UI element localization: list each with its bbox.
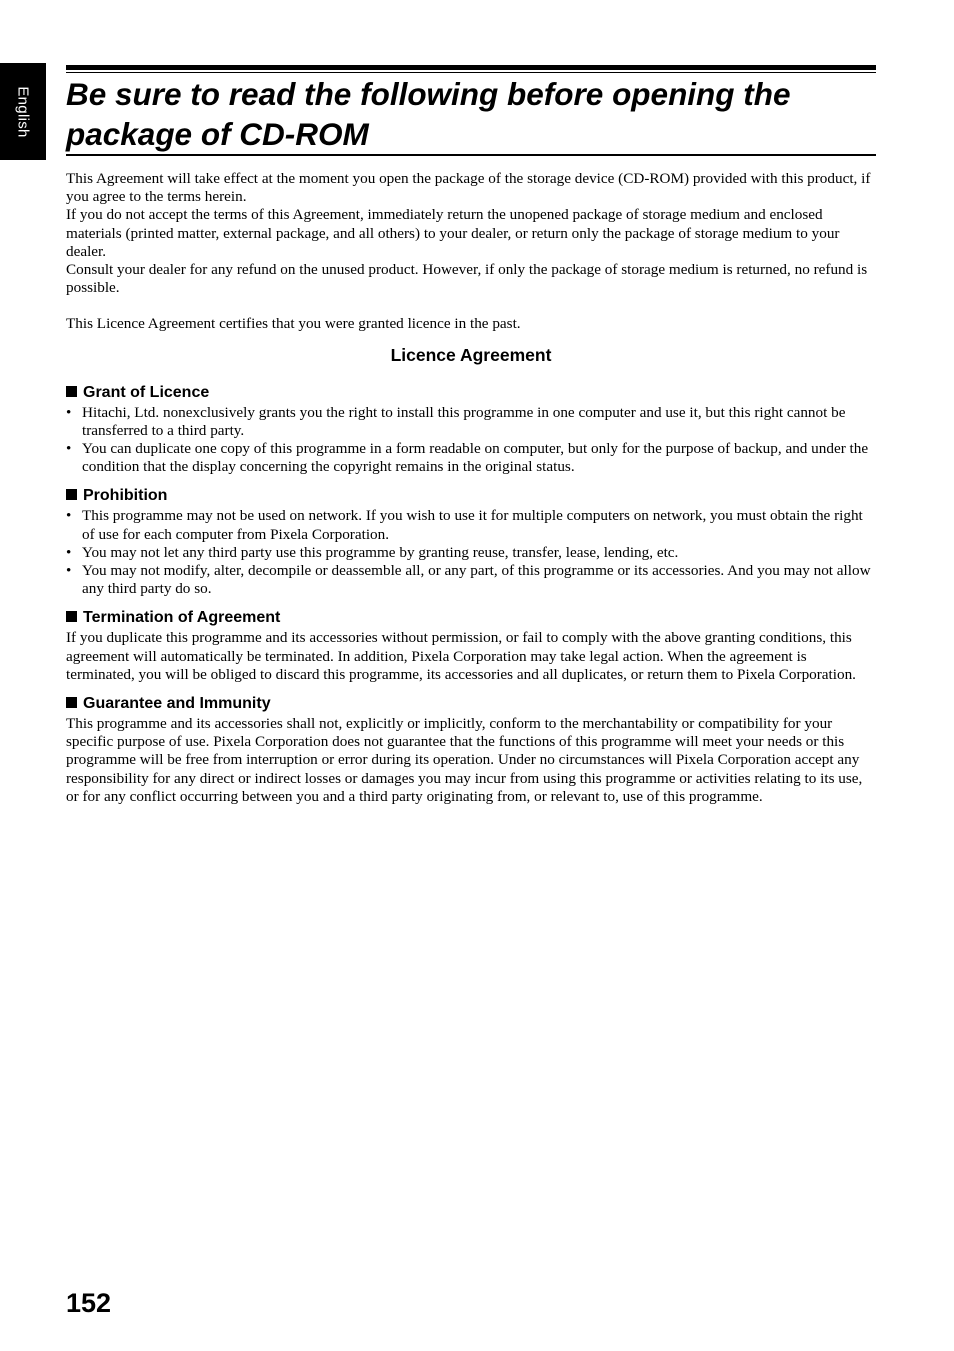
bullet-icon: • <box>66 507 72 525</box>
page-title: Be sure to read the following before opening the package of CD-ROM <box>66 76 791 152</box>
paragraph-gap <box>66 297 876 315</box>
intro-paragraph-2: If you do not accept the terms of this Agreement, immediately return the unopened package of storage medium and enclosed materials (printed matter, external package, and all others) to your dealer, or return only the package of storage medium to your dealer. <box>66 206 840 260</box>
list-item <box>66 404 876 440</box>
list-item-text: You may not let any third party use this programme by granting reuse, transfer, lease, lending, etc. <box>82 543 679 561</box>
section-heading-guarantee <box>66 684 876 715</box>
certify-paragraph: This Licence Agreement certifies that you were granted licence in the past. <box>66 315 521 333</box>
list-item <box>66 562 876 598</box>
section-heading-grant <box>66 377 876 404</box>
square-bullet-icon <box>66 611 77 622</box>
square-bullet-icon <box>66 697 77 708</box>
bullet-icon: • <box>66 440 72 458</box>
guarantee-paragraph: This programme and its accessories shall not, explicitly or implicitly, conform to the merchantability or compatibility for your specific purpose of use. Pixela Corporation does not guarantee that the functions of this programme will meet your needs or this programme will be free from interruption or error during its operation. Under no circumstances will Pixela Corporation accept any responsibility for any direct or indirect losses or damages you may incur from using this programme or activities relating to its use, or for any conflict occurring between you and a third party originating from, or relevant to, use of this programme. <box>66 715 863 805</box>
title-bottom-rule <box>66 154 876 156</box>
grant-bullet-list <box>66 404 876 477</box>
page-number: 152 <box>66 1288 112 1318</box>
intro-paragraph-1: This Agreement will take effect at the moment you open the package of the storage device (CD-ROM) provided with this product, if you agree to the terms herein. <box>66 170 871 206</box>
language-side-tab <box>0 63 46 160</box>
prohibition-bullet-list <box>66 507 876 598</box>
section-heading-text: Guarantee and Immunity <box>83 695 271 713</box>
title-top-thin-rule <box>66 72 876 73</box>
list-item <box>66 544 876 562</box>
licence-agreement-heading: Licence Agreement <box>390 344 552 365</box>
section-heading-termination <box>66 598 876 629</box>
bullet-icon: • <box>66 543 72 561</box>
list-item <box>66 440 876 476</box>
termination-paragraph: If you duplicate this programme and its accessories without permission, or fail to comply with the above granting conditions, this agreement will automatically be terminated. In addition, Pixela Corporation may take legal action. When the agreement is terminated, you will be obliged to discard this programme, its accessories and all duplicates, or return them to Pixela Corporation. <box>66 629 856 683</box>
square-bullet-icon <box>66 489 77 500</box>
section-heading-text: Grant of Licence <box>83 383 210 401</box>
intro-paragraph-3: Consult your dealer for any refund on the unused product. However, if only the package of storage medium is returned, no refund is possible. <box>66 261 868 297</box>
list-item-text: Hitachi, Ltd. nonexclusively grants you the right to install this programme in one computer and use it, but this right cannot be transferred to a third party. <box>82 403 846 439</box>
list-item-text: You may not modify, alter, decompile or deassemble all, or any part, of this programme or its accessories. And you may not allow any third party do so. <box>82 562 871 598</box>
bullet-icon: • <box>66 562 72 580</box>
square-bullet-icon <box>66 386 77 397</box>
section-heading-text: Termination of Agreement <box>83 609 281 627</box>
section-heading-prohibition <box>66 476 876 507</box>
list-item-text: This programme may not be used on network. If you wish to use it for multiple computers on network, you must obtain the right of use for each computer from Pixela Corporation. <box>82 507 863 543</box>
title-top-rule <box>66 65 876 70</box>
bullet-icon: • <box>66 403 72 421</box>
list-item <box>66 507 876 543</box>
document-body <box>66 170 876 806</box>
list-item-text: You can duplicate one copy of this programme in a form readable on computer, but only for the purpose of backup, and under the condition that the display concerning the copyright remains in the original status. <box>82 440 869 476</box>
language-label: English <box>14 85 32 138</box>
section-heading-text: Prohibition <box>83 487 168 505</box>
